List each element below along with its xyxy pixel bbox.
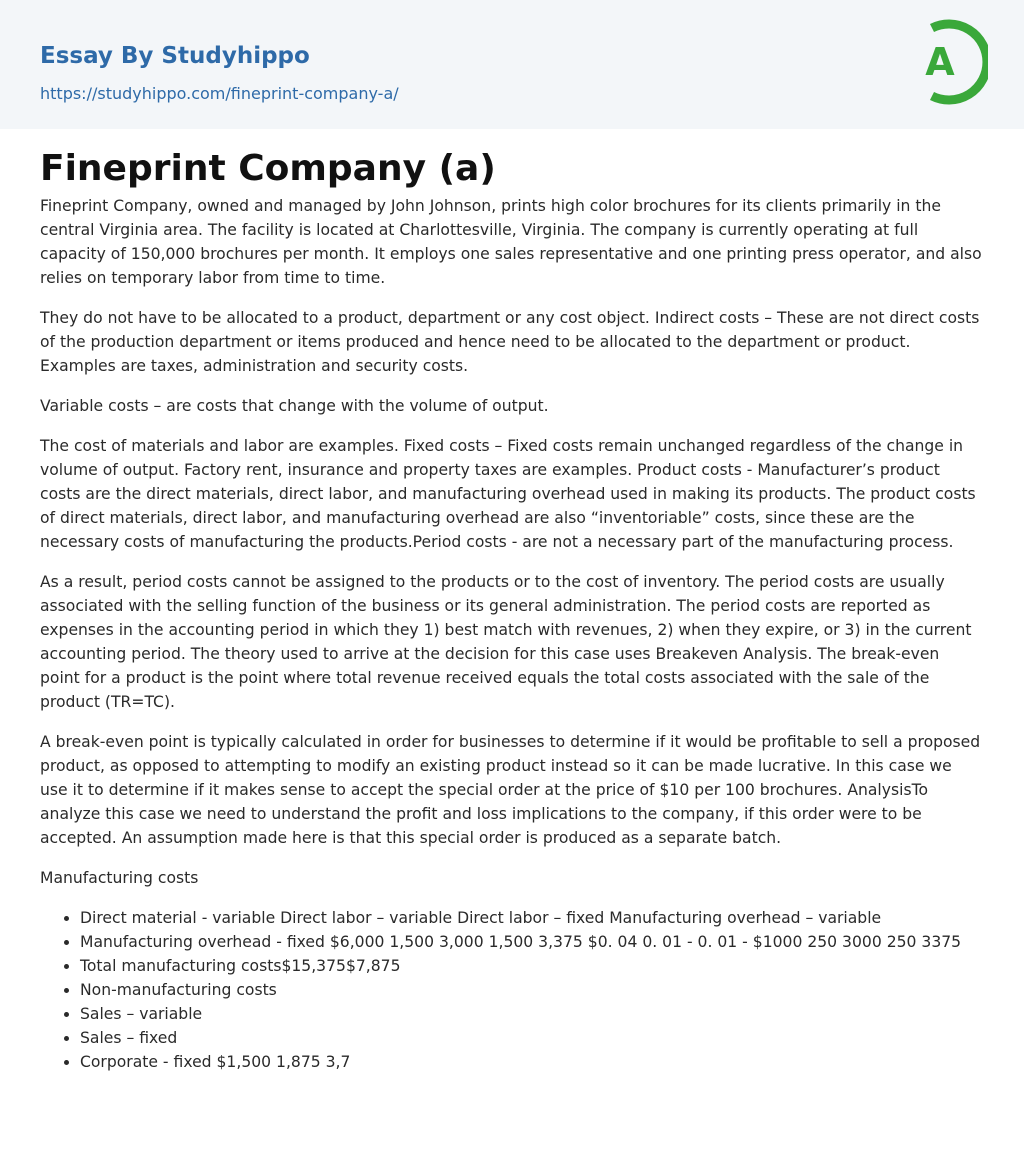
list-item: • Manufacturing overhead - fixed $6,000 1,500 3,000 1,500 3,375 $0. 04 0. 01 - 0. 01 - $1000 250 3000 250 3375 [80,930,984,954]
source-url-link[interactable]: https://studyhippo.com/fineprint-company-a/ [40,84,399,103]
paragraph-6: A break-even point is typically calculated in order for businesses to determine if it would be profitable to sell a proposed product, as opposed to attempting to modify an existing product instead so it can be made lucrative. In this case we use it to determine if it makes sense to accept the special order at the price of $10 per 100 brochures. AnalysisTo analyze this case we need to understand the profit and loss implications to the company, if this order were to be accepted. An assumption made here is that this special order is produced as a separate batch. [40,733,981,847]
article-title: Fineprint Company (a) [40,148,496,189]
paragraph-4: The cost of materials and labor are examples. Fixed costs – Fixed costs remain unchanged regardless of the change in volume of output. Factory rent, insurance and property taxes are examples. Product costs - Manufacturer’s product costs are the direct materials, direct labor, and manufacturing overhead used in making its products. The product costs of direct materials, direct labor, and manufacturing overhead are also “inventoriable” costs, since these are the necessary costs of manufacturing the products.Period costs - are not a necessary part of the manufacturing process. [40,437,976,551]
studyhippo-logo-icon[interactable] [910,18,988,106]
list-item: • Non-manufacturing costs [80,978,984,1002]
list-item: • Total manufacturing costs$15,375$7,875 [80,954,984,978]
list-item: • Corporate - fixed $1,500 1,875 3,7 [80,1050,984,1074]
site-title[interactable]: Essay By Studyhippo [40,43,310,69]
paragraph-2: They do not have to be allocated to a product, department or any cost object. Indirect costs – These are not direct costs of the production department or items produced and hence need to be allocated to the department or product. Examples are taxes, administration and security costs. [40,309,980,375]
list-item: • Direct material - variable Direct labor – variable Direct labor – fixed Manufacturing overhead – variable [80,906,984,930]
section-label-manufacturing-costs: Manufacturing costs [40,869,199,887]
paragraph-1: Fineprint Company, owned and managed by John Johnson, prints high color brochures for its clients primarily in the central Virginia area. The facility is located at Charlottesville, Virginia. The company is currently operating at full capacity of 150,000 brochures per month. It employs one sales representative and one printing press operator, and also relies on temporary labor from time to time. [40,197,982,287]
logo-letter: A [925,40,955,84]
article-body [40,194,984,1074]
cost-list [40,906,984,1074]
list-item: • Sales – variable [80,1002,984,1026]
list-item: • Sales – fixed [80,1026,984,1050]
paragraph-3: Variable costs – are costs that change with the volume of output. [40,397,549,415]
paragraph-5: As a result, period costs cannot be assigned to the products or to the cost of inventory. The period costs are usually associated with the selling function of the business or its general administration. The period costs are reported as expenses in the accounting period in which they 1) best match with revenues, 2) when they expire, or 3) in the current accounting period. The theory used to arrive at the decision for this case uses Breakeven Analysis. The break-even point for a product is the point where total revenue received equals the total costs associated with the sale of the product (TR=TC). [40,573,972,711]
